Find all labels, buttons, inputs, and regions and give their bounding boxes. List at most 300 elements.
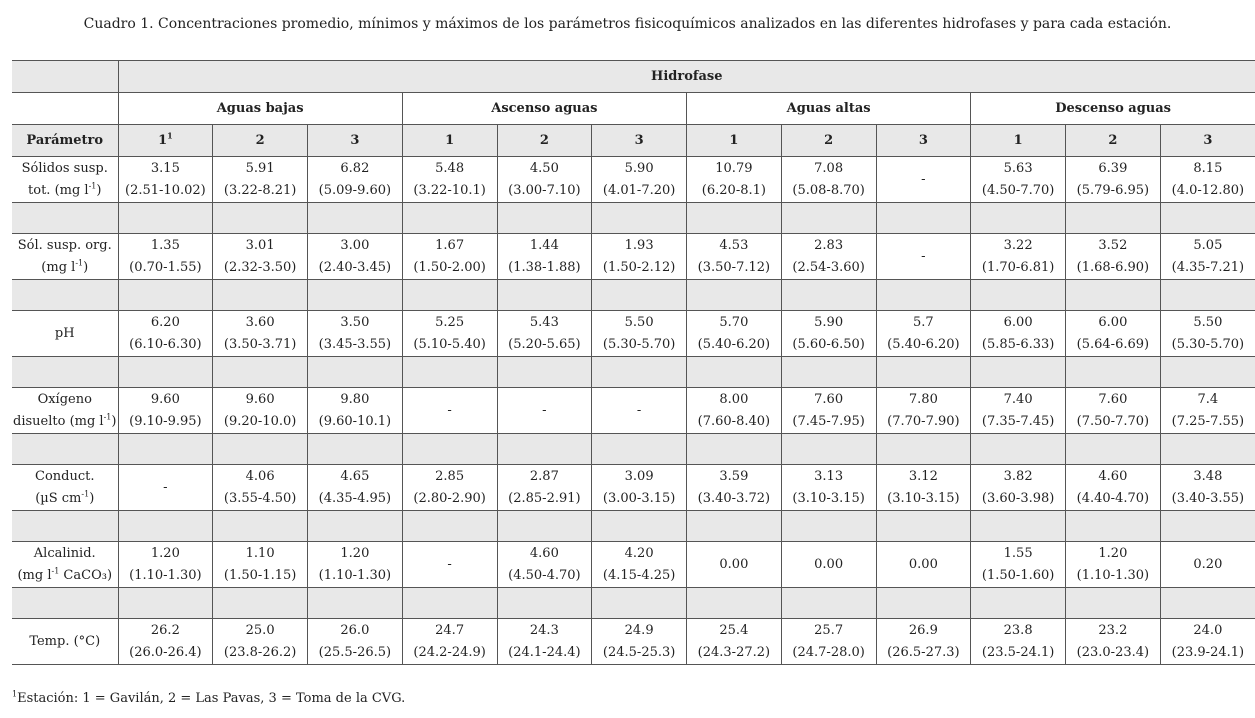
- parameter-label: [12, 311, 118, 357]
- spacer-cell: [308, 203, 403, 234]
- value-cell: [1160, 465, 1255, 511]
- range-value: (5.64-6.69): [1076, 336, 1150, 352]
- spacer-cell: [308, 357, 403, 388]
- value-cell: [876, 465, 971, 511]
- spacer-cell: [687, 357, 782, 388]
- mean-value: 5.25: [435, 314, 465, 330]
- spacer-cell: [118, 434, 213, 465]
- station-header: [687, 125, 782, 157]
- range-value: (23.8-26.2): [223, 644, 297, 660]
- spacer-cell: [971, 203, 1066, 234]
- range-value: (24.3-27.2): [697, 644, 771, 660]
- mean-value: 4.60: [1098, 468, 1128, 484]
- value-cell: [497, 311, 592, 357]
- mean-value: 1.20: [150, 545, 180, 561]
- value-cell: [687, 465, 782, 511]
- station-number: 3: [634, 132, 644, 148]
- value-cell: [213, 465, 308, 511]
- station-number: 1: [158, 132, 168, 148]
- mean-value: 3.60: [245, 314, 275, 330]
- spacer-cell: [592, 511, 687, 542]
- value-cell: [308, 311, 403, 357]
- spacer-cell: [781, 357, 876, 388]
- parameter-label: [12, 157, 118, 203]
- hidrofase-header: Hidrofase: [118, 61, 1255, 93]
- station-footnote-marker: 1: [167, 130, 173, 141]
- parametro-header: Parámetro: [12, 125, 118, 157]
- spacer-cell: [213, 588, 308, 619]
- range-value: (2.32-3.50): [223, 259, 297, 275]
- spacer-cell: [213, 434, 308, 465]
- station-header: [971, 125, 1066, 157]
- spacer-cell: [781, 203, 876, 234]
- spacer-cell: [118, 357, 213, 388]
- range-value: (4.01-7.20): [602, 182, 676, 198]
- range-value: (3.40-3.55): [1171, 490, 1245, 506]
- range-value: (4.15-4.25): [602, 567, 676, 583]
- station-number: 2: [1108, 132, 1118, 148]
- table-row: [12, 619, 1255, 665]
- spacer-cell: [308, 511, 403, 542]
- range-value: (1.10-1.30): [129, 567, 202, 583]
- value-cell: [592, 157, 687, 203]
- mean-value: 3.59: [719, 468, 749, 484]
- value-cell: [687, 157, 782, 203]
- parameter-label-line2: tot. (mg $l^{-1}$): [28, 181, 102, 198]
- value-cell: [1160, 388, 1255, 434]
- mean-value: 26.0: [340, 622, 370, 638]
- mean-value: 0.20: [1193, 556, 1223, 572]
- station-header: [876, 125, 971, 157]
- spacer-cell: [592, 434, 687, 465]
- mean-value: 3.22: [1003, 237, 1033, 253]
- mean-value: 5.90: [624, 160, 654, 176]
- mean-value: -: [921, 171, 926, 187]
- range-value: (4.50-7.70): [981, 182, 1055, 198]
- value-cell: [1160, 542, 1255, 588]
- range-value: (5.40-6.20): [697, 336, 771, 352]
- spacer-row: [12, 203, 1255, 234]
- range-value: (1.38-1.88): [508, 259, 581, 275]
- range-value: (3.50-3.71): [223, 336, 297, 352]
- mean-value: 4.53: [719, 237, 749, 253]
- value-cell: [1160, 619, 1255, 665]
- value-cell: [497, 619, 592, 665]
- value-cell: [402, 619, 497, 665]
- value-cell: [592, 311, 687, 357]
- spacer-cell: [497, 434, 592, 465]
- value-cell: [213, 542, 308, 588]
- value-cell: [308, 465, 403, 511]
- range-value: (3.22-10.1): [413, 182, 486, 198]
- spacer-cell: [12, 511, 118, 542]
- range-value: (6.10-6.30): [129, 336, 202, 352]
- range-value: (3.60-3.98): [981, 490, 1055, 506]
- value-cell: [687, 542, 782, 588]
- spacer-cell: [876, 588, 971, 619]
- spacer-cell: [402, 511, 497, 542]
- value-cell: [687, 388, 782, 434]
- mean-value: 5.70: [719, 314, 749, 330]
- value-cell: [308, 542, 403, 588]
- parameter-label: [12, 234, 118, 280]
- spacer-cell: [592, 280, 687, 311]
- mean-value: 26.9: [908, 622, 938, 638]
- spacer-cell: [12, 588, 118, 619]
- parameter-label-line1: Sólidos susp.: [21, 160, 108, 176]
- parameter-label-line2: (mg $l^{-1}$ CaCO₃): [17, 566, 113, 583]
- mean-value: 3.52: [1098, 237, 1128, 253]
- spacer-cell: [402, 203, 497, 234]
- mean-value: 6.20: [150, 314, 180, 330]
- value-cell: [781, 157, 876, 203]
- range-value: (5.20-5.65): [508, 336, 581, 352]
- range-value: (5.30-5.70): [1171, 336, 1245, 352]
- table-row: [12, 465, 1255, 511]
- station-header: [1160, 125, 1255, 157]
- mean-value: 2.87: [529, 468, 559, 484]
- parameter-label-line1: Sól. susp. org.: [17, 237, 112, 253]
- range-value: (25.5-26.5): [318, 644, 392, 660]
- value-cell: [687, 311, 782, 357]
- station-header: [1066, 125, 1161, 157]
- value-cell: [781, 311, 876, 357]
- station-header: [308, 125, 403, 157]
- mean-value: -: [163, 479, 168, 495]
- mean-value: 25.4: [719, 622, 749, 638]
- range-value: (7.25-7.55): [1171, 413, 1245, 429]
- footnote: [12, 691, 405, 706]
- value-cell: [876, 311, 971, 357]
- mean-value: 7.4: [1197, 391, 1219, 407]
- range-value: (3.10-3.15): [792, 490, 865, 506]
- mean-value: 8.15: [1193, 160, 1223, 176]
- spacer-cell: [971, 511, 1066, 542]
- mean-value: 5.91: [245, 160, 275, 176]
- range-value: (2.54-3.60): [792, 259, 865, 275]
- mean-value: 5.05: [1193, 237, 1223, 253]
- value-cell: [1066, 388, 1161, 434]
- mean-value: 1.44: [529, 237, 559, 253]
- value-cell: [402, 234, 497, 280]
- mean-value: 9.80: [340, 391, 370, 407]
- value-cell: [1066, 619, 1161, 665]
- value-cell: [118, 465, 213, 511]
- mean-value: 7.60: [814, 391, 844, 407]
- mean-value: 7.60: [1098, 391, 1128, 407]
- mean-value: 8.00: [719, 391, 749, 407]
- mean-value: 10.79: [715, 160, 753, 176]
- spacer-cell: [1066, 280, 1161, 311]
- value-cell: [497, 157, 592, 203]
- parameters-table: [12, 60, 1255, 665]
- spacer-cell: [402, 357, 497, 388]
- mean-value: 5.63: [1003, 160, 1033, 176]
- parameter-label-line1: Temp. (°C): [29, 633, 101, 649]
- range-value: (3.00-7.10): [508, 182, 581, 198]
- value-cell: [876, 388, 971, 434]
- range-value: (26.5-27.3): [887, 644, 960, 660]
- value-cell: [497, 465, 592, 511]
- spacer-cell: [1160, 511, 1255, 542]
- station-header: [781, 125, 876, 157]
- mean-value: -: [447, 402, 452, 418]
- footnote-text: Estación: 1 = Gavilán, 2 = Las Pavas, 3 = Toma de la CVG.: [17, 691, 406, 706]
- mean-value: 2.83: [814, 237, 844, 253]
- range-value: (2.40-3.45): [318, 259, 392, 275]
- group-header: Aguas bajas: [118, 93, 402, 125]
- mean-value: -: [542, 402, 547, 418]
- mean-value: 6.00: [1098, 314, 1128, 330]
- value-cell: [118, 311, 213, 357]
- parameter-label: [12, 542, 118, 588]
- range-value: (23.0-23.4): [1076, 644, 1150, 660]
- spacer-cell: [592, 357, 687, 388]
- station-header: [592, 125, 687, 157]
- value-cell: [1066, 157, 1161, 203]
- value-cell: [497, 542, 592, 588]
- value-cell: [1160, 234, 1255, 280]
- spacer-cell: [687, 203, 782, 234]
- spacer-row: [12, 511, 1255, 542]
- spacer-cell: [497, 203, 592, 234]
- spacer-row: [12, 280, 1255, 311]
- mean-value: 7.80: [908, 391, 938, 407]
- value-cell: [497, 388, 592, 434]
- spacer-cell: [781, 280, 876, 311]
- group-header: Descenso aguas: [971, 93, 1255, 125]
- range-value: (5.40-6.20): [887, 336, 960, 352]
- range-value: (0.70-1.55): [129, 259, 202, 275]
- value-cell: [1066, 311, 1161, 357]
- parameter-label-line2: (mg $l^{-1}$): [41, 258, 89, 275]
- station-number: 2: [255, 132, 265, 148]
- station-number: 3: [1203, 132, 1213, 148]
- value-cell: [687, 619, 782, 665]
- mean-value: 6.00: [1003, 314, 1033, 330]
- station-number: 2: [824, 132, 834, 148]
- value-cell: [876, 619, 971, 665]
- range-value: (24.1-24.4): [508, 644, 581, 660]
- range-value: (2.80-2.90): [413, 490, 486, 506]
- value-cell: [118, 542, 213, 588]
- value-cell: [876, 542, 971, 588]
- range-value: (7.70-7.90): [887, 413, 960, 429]
- value-cell: [308, 388, 403, 434]
- range-value: (1.50-2.00): [413, 259, 486, 275]
- station-number: 1: [1013, 132, 1023, 148]
- range-value: (4.35-7.21): [1171, 259, 1245, 275]
- spacer-cell: [1160, 588, 1255, 619]
- range-value: (9.20-10.0): [223, 413, 297, 429]
- spacer-cell: [687, 588, 782, 619]
- table-caption: Cuadro 1. Concentraciones promedio, mínimos y máximos de los parámetros fisicoquímicos analizados en las diferentes hidrofases y para cada estación.: [83, 16, 1172, 32]
- spacer-cell: [213, 203, 308, 234]
- mean-value: 5.50: [624, 314, 654, 330]
- spacer-cell: [971, 280, 1066, 311]
- value-cell: [213, 311, 308, 357]
- value-cell: [213, 619, 308, 665]
- value-cell: [118, 619, 213, 665]
- spacer-cell: [12, 203, 118, 234]
- station-header: [402, 125, 497, 157]
- mean-value: 0.00: [719, 556, 749, 572]
- range-value: (3.22-8.21): [223, 182, 297, 198]
- value-cell: [118, 388, 213, 434]
- value-cell: [402, 542, 497, 588]
- spacer-cell: [876, 280, 971, 311]
- range-value: (23.5-24.1): [981, 644, 1055, 660]
- range-value: (3.50-7.12): [697, 259, 771, 275]
- spacer-cell: [1066, 434, 1161, 465]
- range-value: (26.0-26.4): [129, 644, 202, 660]
- spacer-cell: [402, 588, 497, 619]
- mean-value: 1.55: [1003, 545, 1033, 561]
- value-cell: [592, 542, 687, 588]
- spacer-cell: [1160, 280, 1255, 311]
- mean-value: 3.48: [1193, 468, 1223, 484]
- mean-value: -: [447, 556, 452, 572]
- value-cell: [308, 234, 403, 280]
- value-cell: [1160, 157, 1255, 203]
- mean-value: 7.08: [814, 160, 844, 176]
- value-cell: [971, 465, 1066, 511]
- value-cell: [118, 234, 213, 280]
- mean-value: 3.50: [340, 314, 370, 330]
- spacer-cell: [687, 280, 782, 311]
- value-cell: [592, 234, 687, 280]
- spacer-cell: [213, 511, 308, 542]
- value-cell: [1160, 311, 1255, 357]
- range-value: (9.10-9.95): [129, 413, 202, 429]
- spacer-cell: [118, 588, 213, 619]
- value-cell: [402, 465, 497, 511]
- range-value: (4.0-12.80): [1171, 182, 1245, 198]
- spacer-cell: [1160, 203, 1255, 234]
- group-header: Aguas altas: [687, 93, 971, 125]
- range-value: (5.10-5.40): [413, 336, 486, 352]
- spacer-cell: [781, 511, 876, 542]
- mean-value: 1.93: [624, 237, 654, 253]
- parameter-label-line1: Alcalinid.: [33, 545, 96, 561]
- station-number: 1: [729, 132, 739, 148]
- parameter-label: [12, 619, 118, 665]
- range-value: (24.2-24.9): [413, 644, 486, 660]
- mean-value: -: [921, 248, 926, 264]
- range-value: (4.50-4.70): [508, 567, 581, 583]
- spacer-cell: [781, 588, 876, 619]
- mean-value: 25.7: [814, 622, 844, 638]
- range-value: (5.85-6.33): [981, 336, 1055, 352]
- range-value: (6.20-8.1): [701, 182, 766, 198]
- spacer-cell: [971, 434, 1066, 465]
- range-value: (1.50-1.60): [981, 567, 1055, 583]
- value-cell: [687, 234, 782, 280]
- spacer-cell: [118, 511, 213, 542]
- range-value: (2.51-10.02): [125, 182, 206, 198]
- spacer-cell: [1160, 434, 1255, 465]
- mean-value: 3.01: [245, 237, 275, 253]
- mean-value: 3.82: [1003, 468, 1033, 484]
- parameter-label-line1: Conduct.: [35, 468, 95, 484]
- range-value: (3.10-3.15): [887, 490, 960, 506]
- mean-value: 3.12: [908, 468, 938, 484]
- value-cell: [592, 465, 687, 511]
- value-cell: [402, 311, 497, 357]
- mean-value: 26.2: [150, 622, 180, 638]
- spacer-cell: [687, 434, 782, 465]
- spacer-cell: [876, 203, 971, 234]
- value-cell: [971, 311, 1066, 357]
- mean-value: 4.50: [529, 160, 559, 176]
- mean-value: 3.13: [814, 468, 844, 484]
- mean-value: -: [636, 402, 642, 418]
- table-row: [12, 311, 1255, 357]
- range-value: (3.40-3.72): [697, 490, 771, 506]
- spacer-cell: [12, 434, 118, 465]
- range-value: (1.70-6.81): [981, 259, 1055, 275]
- spacer-cell: [213, 280, 308, 311]
- parameter-label: [12, 465, 118, 511]
- mean-value: 5.50: [1193, 314, 1223, 330]
- mean-value: 1.35: [150, 237, 180, 253]
- range-value: (7.45-7.95): [792, 413, 865, 429]
- mean-value: 1.20: [1098, 545, 1128, 561]
- mean-value: 24.0: [1193, 622, 1223, 638]
- value-cell: [781, 542, 876, 588]
- value-cell: [971, 388, 1066, 434]
- value-cell: [308, 619, 403, 665]
- station-number: 2: [539, 132, 549, 148]
- parameter-label-line1: pH: [54, 325, 75, 341]
- spacer-cell: [1066, 357, 1161, 388]
- spacer-cell: [308, 434, 403, 465]
- mean-value: 4.65: [340, 468, 370, 484]
- spacer-cell: [876, 434, 971, 465]
- station-number: 3: [918, 132, 928, 148]
- corner-cell: [12, 93, 118, 125]
- mean-value: 6.39: [1098, 160, 1128, 176]
- mean-value: 1.67: [435, 237, 465, 253]
- group-header: Ascenso aguas: [402, 93, 686, 125]
- mean-value: 4.06: [245, 468, 275, 484]
- mean-value: 5.90: [814, 314, 844, 330]
- mean-value: 25.0: [245, 622, 275, 638]
- spacer-cell: [592, 588, 687, 619]
- range-value: (5.08-8.70): [792, 182, 865, 198]
- spacer-row: [12, 434, 1255, 465]
- value-cell: [781, 619, 876, 665]
- spacer-cell: [687, 511, 782, 542]
- spacer-cell: [497, 280, 592, 311]
- value-cell: [1066, 234, 1161, 280]
- spacer-cell: [118, 280, 213, 311]
- range-value: (9.60-10.1): [318, 413, 392, 429]
- parameter-label-line2: (µS $cm^{-1}$): [35, 489, 95, 506]
- range-value: (2.85-2.91): [508, 490, 581, 506]
- range-value: (1.50-1.15): [223, 567, 297, 583]
- range-value: (4.40-4.70): [1076, 490, 1150, 506]
- mean-value: 4.20: [624, 545, 654, 561]
- value-cell: [402, 388, 497, 434]
- station-number: 3: [350, 132, 360, 148]
- spacer-cell: [12, 280, 118, 311]
- spacer-cell: [1066, 511, 1161, 542]
- value-cell: [781, 465, 876, 511]
- spacer-row: [12, 588, 1255, 619]
- mean-value: 9.60: [245, 391, 275, 407]
- mean-value: 3.09: [624, 468, 654, 484]
